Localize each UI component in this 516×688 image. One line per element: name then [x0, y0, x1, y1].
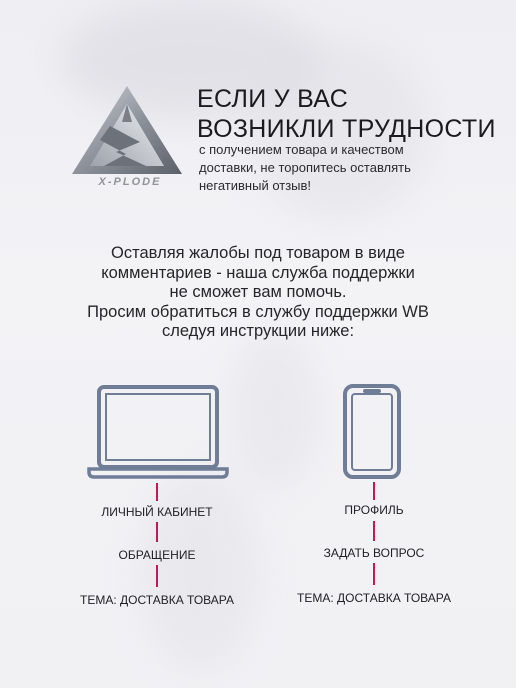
- connector-line: [156, 522, 158, 542]
- laptop-step-personal-account: ЛИЧНЫЙ КАБИНЕТ: [101, 505, 213, 519]
- subheadline-line: доставки, не торопитесь оставлять: [199, 160, 411, 175]
- connector-line: [373, 521, 375, 541]
- phone-step-topic: ТЕМА: ДОСТАВКА ТОВАРА: [297, 591, 451, 605]
- subheadline: [199, 141, 499, 195]
- headline: [197, 84, 496, 144]
- headline-line: ВОЗНИКЛИ ТРУДНОСТИ: [197, 115, 496, 143]
- connector-line: [373, 482, 375, 500]
- message-line: Просим обратиться в службу поддержки WB: [87, 302, 429, 321]
- background-shape: [140, 470, 260, 670]
- subheadline-line: с получением товара и качеством: [199, 142, 404, 157]
- smartphone-icon: [343, 384, 401, 480]
- background-shape: [230, 330, 320, 490]
- message-line: комментариев - наша служба поддержки: [101, 263, 415, 282]
- message-line: не сможет вам помочь.: [169, 283, 347, 302]
- message-line: следуя инструкции ниже:: [161, 322, 355, 341]
- laptop-step-topic: ТЕМА: ДОСТАВКА ТОВАРА: [80, 593, 234, 607]
- subheadline-line: негативный отзыв!: [199, 178, 312, 193]
- laptop-icon: [86, 384, 230, 480]
- phone-step-ask-question: ЗАДАТЬ ВОПРОС: [323, 546, 425, 560]
- connector-line: [373, 563, 375, 585]
- message-line: Оставляя жалобы под товаром в виде: [111, 244, 405, 262]
- connector-line: [156, 565, 158, 587]
- phone-step-profile: ПРОФИЛЬ: [344, 503, 404, 517]
- headline-line: ЕСЛИ У ВАС: [197, 85, 349, 113]
- connector-line: [156, 483, 158, 501]
- brand-logo-text: X-PLODE: [98, 176, 162, 188]
- support-message: [40, 244, 476, 342]
- laptop-step-request: ОБРАЩЕНИЕ: [118, 548, 196, 562]
